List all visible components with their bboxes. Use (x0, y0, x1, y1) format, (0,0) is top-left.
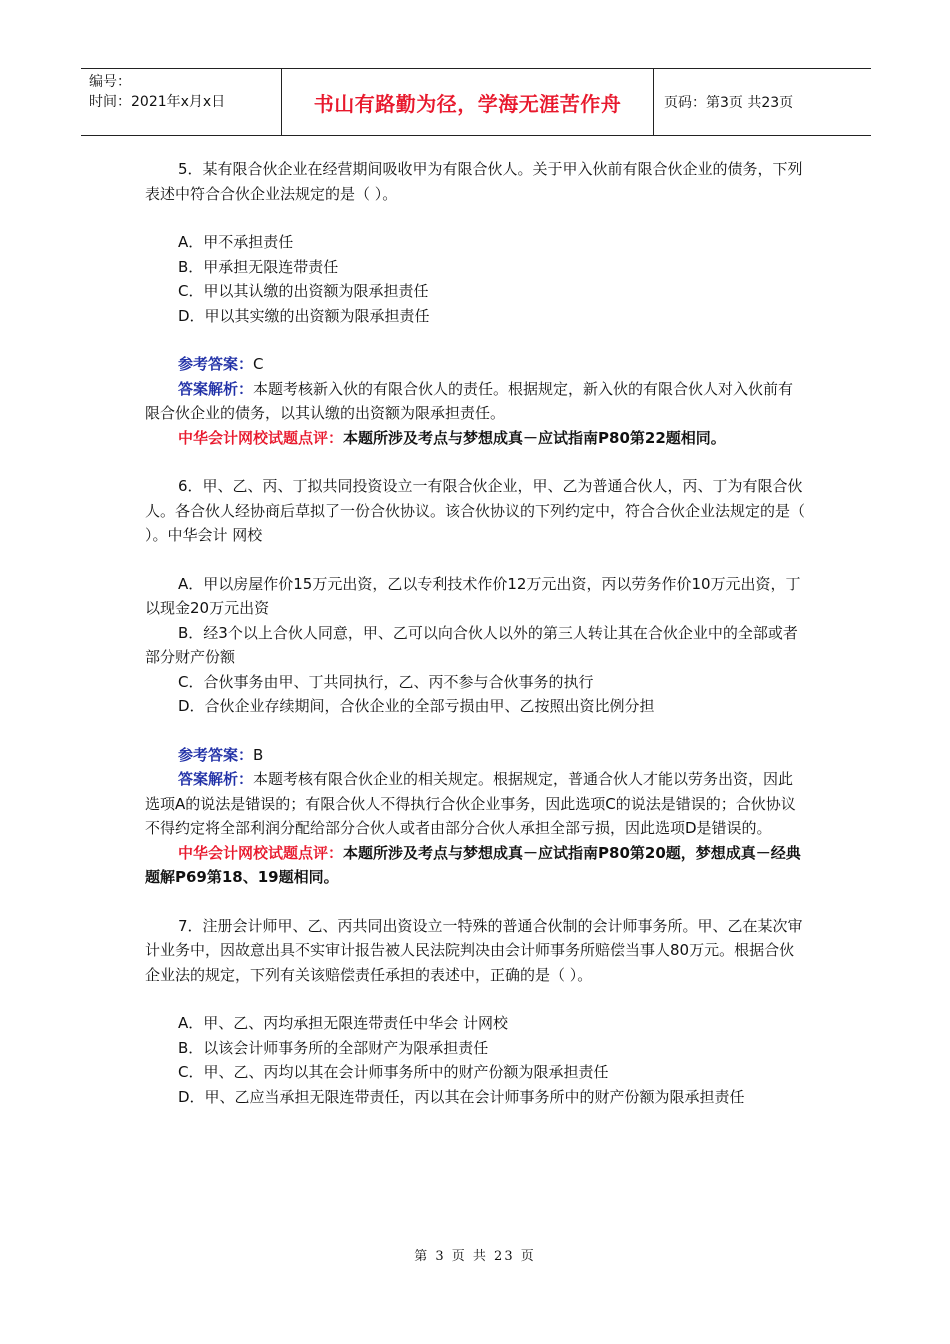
q5-review (145, 426, 805, 451)
answer-label: 参考答案： (178, 745, 254, 764)
page-header (81, 68, 871, 136)
header-meta (81, 69, 282, 135)
number-label: 编号： (89, 74, 131, 90)
review-text: 本题所涉及考点与梦想成真－应试指南P80第20题，梦想成真－经典题解P69第18、19题相同。 (145, 843, 801, 886)
analysis-label: 答案解析： (178, 379, 254, 398)
q7-option-b: B．以该会计师事务所的全部财产为限承担责任 (178, 1038, 489, 1057)
answer-label: 参考答案： (178, 355, 254, 373)
q5-analysis (145, 377, 805, 426)
q6-analysis (145, 767, 805, 841)
q6-answer (145, 743, 805, 768)
review-label: 中华会计网校试题点评： (178, 843, 344, 862)
time-label: 时间：2021年x月x日 (89, 94, 226, 110)
q5-option-a: A．甲不承担责任 (178, 233, 294, 251)
document-body (145, 157, 805, 1109)
question-7-stem: 7．注册会计师甲、乙、丙共同出资设立一特殊的普通合伙制的会计师事务所。甲、乙在某次审计业务中，因故意出具不实审计报告被人民法院判决由会计师事务所赔偿当事人80万元。根据合伙企业法的规定，下列有关该赔偿责任承担的表述中，正确的是（ ）。 (145, 916, 803, 984)
header-motto: 书山有路勤为径，学海无涯苦作舟 (282, 69, 654, 135)
question-5-stem: 5．某有限合伙企业在经营期间吸收甲为有限合伙人。关于甲入伙前有限合伙企业的债务，下列表述中符合合伙企业法规定的是（ ）。 (145, 160, 803, 203)
review-label: 中华会计网校试题点评： (178, 428, 344, 447)
q5-option-c: C．甲以其认缴的出资额为限承担责任 (178, 282, 429, 300)
header-page-info: 页码：第3页 共23页 (664, 95, 794, 111)
analysis-label: 答案解析： (178, 770, 254, 788)
analysis-text: 本题考核新入伙的有限合伙人的责任。根据规定，新入伙的有限合伙人对入伙前有限合伙企业的债务，以其认缴的出资额为限承担责任。 (145, 379, 794, 422)
q6-option-d: D．合伙企业存续期间，合伙企业的全部亏损由甲、乙按照出资比例分担 (178, 697, 655, 715)
q5-answer (145, 352, 805, 377)
q7-option-d: D．甲、乙应当承担无限连带责任，丙以其在会计师事务所中的财产份额为限承担责任 (178, 1087, 745, 1106)
q6-option-a: A．甲以房屋作价15万元出资，乙以专利技术作价12万元出资，丙以劳务作价10万元出资，丁以现金20万元出资 (145, 574, 801, 617)
q5-option-b: B．甲承担无限连带责任 (178, 257, 339, 276)
analysis-text: 本题考核有限合伙企业的相关规定。根据规定，普通合伙人才能以劳务出资，因此选项A的说法是错误的；有限合伙人不得执行合伙企业事务，因此选项C的说法是错误的；合伙协议不得约定将全部利润分配给部分合伙人或者由部分合伙人承担全部亏损，因此选项D是错误的。 (145, 770, 796, 837)
q5-option-d: D．甲以其实缴的出资额为限承担责任 (178, 306, 430, 325)
q6-review (145, 841, 805, 890)
q6-option-b: B．经3个以上合伙人同意，甲、乙可以向合伙人以外的第三人转让其在合伙企业中的全部或者部分财产份额 (145, 623, 798, 666)
q7-option-a: A．甲、乙、丙均承担无限连带责任中华会 计网校 (178, 1014, 509, 1032)
question-6-stem: 6．甲、乙、丙、丁拟共同投资设立一有限合伙企业，甲、乙为普通合伙人，丙、丁为有限合伙人。各合伙人经协商后草拟了一份合伙协议。该合伙协议的下列约定中，符合合伙企业法规定的是（ ）。中华会计 网校 (145, 477, 806, 544)
page-footer: 第 3 页 共 23 页 (414, 1249, 536, 1264)
review-text: 本题所涉及考点与梦想成真－应试指南P80第22题相同。 (343, 428, 726, 447)
answer-value: B (253, 745, 264, 764)
answer-value: C (253, 355, 264, 373)
q6-option-c: C．合伙事务由甲、丁共同执行，乙、丙不参与合伙事务的执行 (178, 672, 594, 691)
q7-option-c: C．甲、乙、丙均以其在会计师事务所中的财产份额为限承担责任 (178, 1063, 609, 1081)
